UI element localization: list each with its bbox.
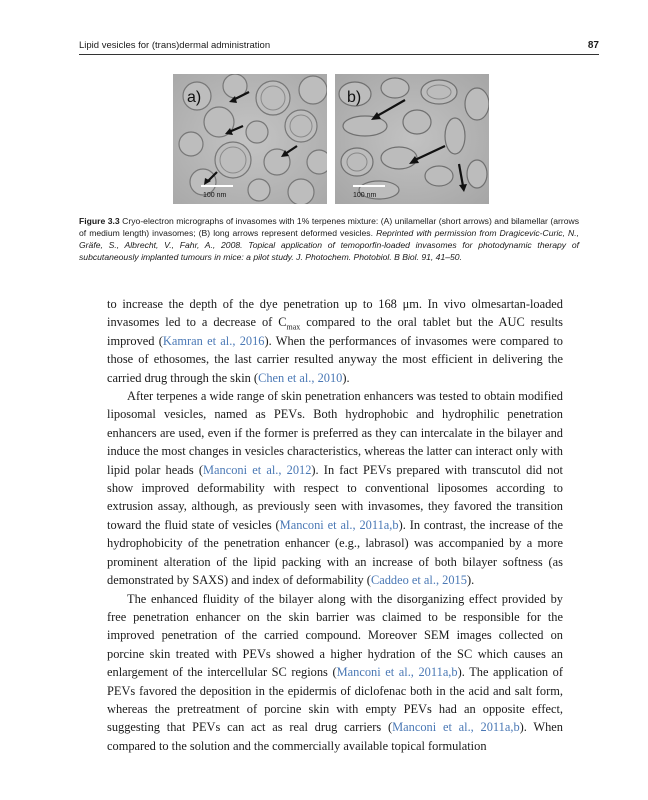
panel-b-label: b) — [347, 89, 362, 106]
figure-caption — [79, 215, 579, 263]
caption-reference: Reprinted with permission from Dragicevic-Curic, N., Gräfe, S., Albrecht, V., Fahr, A., 2008. Topical application of temoporfin-loaded invasomes for photodynamic therapy of subcutaneously implanted tumours in mice: a pilot study. J. Photochem. Photobiol. B Biol. 91, 41–50. — [79, 228, 580, 262]
panel-b-scale-bar: 100 nm — [353, 192, 377, 199]
micrograph-panel-b — [335, 74, 489, 204]
text-run: ). When compared to the solution and the commercially available topical formulation — [107, 720, 563, 753]
text-run: ). In fact PEVs prepared with transcutol did not show improved deformability with respect to conventional liposomes according to extrusion assay, although, as previously seen with invasomes, they favored the transition toward the fluid state of vesicles ( — [107, 462, 563, 532]
citation-link[interactable]: Kamran et al., 2016 — [162, 333, 265, 348]
citation-link[interactable]: Manconi et al., 2011a,b — [279, 517, 399, 532]
citation-link[interactable]: Chen et al., 2010 — [258, 370, 343, 385]
text-run: compared to the oral tablet but the AUC results improved ( — [107, 315, 563, 348]
panel-a-scale-bar: 100 nm — [203, 192, 227, 199]
text-run: to increase the depth of the dye penetration up to 168 μm. In vivo olmesartan-loaded invasomes led to a decrease of C — [107, 297, 563, 330]
citation-link[interactable]: Manconi et al., 2011a,b — [392, 720, 520, 735]
running-header — [79, 40, 599, 55]
caption-label: Figure 3.3 — [79, 216, 120, 226]
text-run: ). When the performances of invasomes were compared to those of ethosomes, the last carrier resulted anyway the most efficient in delivering the carried drug through the skin ( — [107, 333, 563, 385]
caption-text: Cryo-electron micrographs of invasomes with 1% terpenes mixture: (A) unilamellar (short arrows) and bilamellar (arrows of medium length) invasomes; (B) long arrows represent deformed vesicles. — [79, 216, 580, 238]
text-run: ). The application of PEVs favored the deposition in the epidermis of diclofenac both in the acid and salt form, whereas the pretreatment of porcine skin with empty PEVs had an opposite effect, suggesting that PEVs can act as real drug carriers ( — [107, 665, 564, 735]
subscript-max: max — [286, 322, 301, 332]
citation-link[interactable]: Caddeo et al., 2015 — [370, 573, 467, 588]
citation-link[interactable]: Manconi et al., 2012 — [203, 462, 312, 477]
text-run: ). In contrast, the increase of the hydrophobicity of the penetration enhancer (e.g., labrasol) was accompanied by a more prominent alteration of the lipid packing with an increase of both bilayer softness (as demonstrated by SAXS) and index of deformability ( — [107, 517, 563, 588]
panel-a-label: a) — [187, 89, 202, 106]
paragraph-3 — [107, 590, 563, 756]
page-number: 87 — [587, 40, 599, 51]
text-run: After terpenes a wide range of skin penetration enhancers was tested to obtain modified liposomal vesicles, named as PEVs. Both hydrophobic and hydrophilic penetration enhancers are used, even if the former is preferred as they can intercalate in the bilayer and induce the most changes in vesicles characteristics, whereas the latter can interact only with lipid polar heads ( — [107, 389, 563, 477]
citation-link[interactable]: Manconi et al., 2011a,b — [336, 665, 458, 680]
text-run: ). — [466, 573, 475, 588]
paragraph-1 — [107, 295, 563, 387]
figure-3-3 — [173, 74, 489, 204]
text-run: The enhanced fluidity of the bilayer along with the disorganizing effect provided by free penetration enhancer on the skin barrier was claimed to be responsible for the improved penetration of the carried compound. Moreover SEM images collected on porcine skin treated with PEVs showed a higher hydration of the SC which causes an enlargement of the intercellular SC regions ( — [107, 591, 563, 680]
text-run: ). — [342, 370, 350, 385]
body-text — [107, 295, 563, 755]
running-title: Lipid vesicles for (trans)dermal administration — [79, 40, 271, 51]
paragraph-2 — [107, 387, 563, 589]
micrograph-panel-a — [173, 74, 327, 204]
